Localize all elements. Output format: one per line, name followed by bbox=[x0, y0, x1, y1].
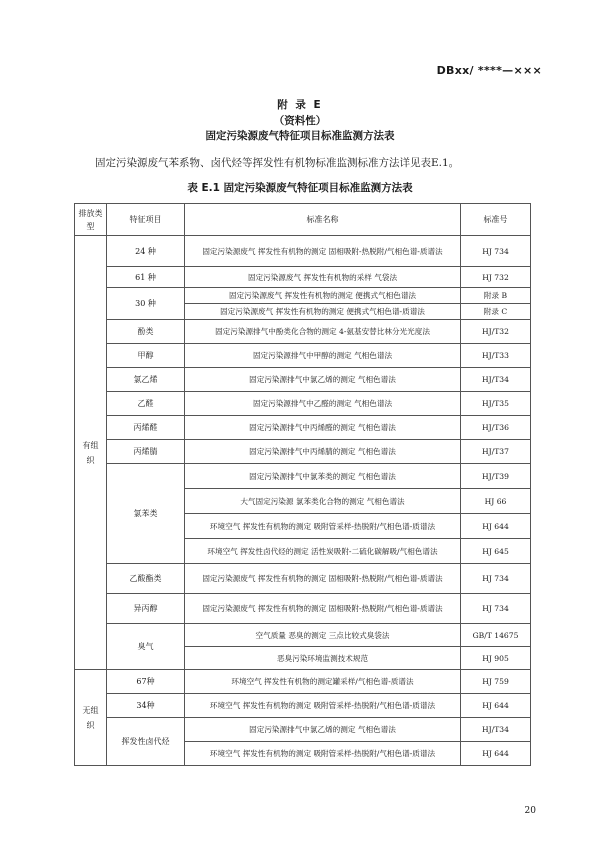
item-cell: 乙醛 bbox=[107, 392, 185, 416]
methods-table bbox=[74, 203, 531, 766]
table-row bbox=[75, 320, 531, 344]
table-caption: 表 E.1 固定污染源废气特征项目标准监测方法表 bbox=[187, 182, 413, 194]
appendix-title: 附 录 E bbox=[277, 99, 323, 111]
item-cell: 酚类 bbox=[107, 320, 185, 344]
item-cell: 异丙醇 bbox=[107, 594, 185, 624]
standard-code-cell: HJ/T36 bbox=[461, 416, 531, 440]
header-code: 标准号 bbox=[461, 204, 531, 236]
table-row bbox=[75, 344, 531, 368]
table-row bbox=[75, 694, 531, 718]
standard-code-cell: HJ/T34 bbox=[461, 718, 531, 742]
standard-name-cell: 恶臭污染环境监测技术规范 bbox=[185, 647, 461, 670]
table-row bbox=[75, 236, 531, 267]
appendix-nature: （资料性） bbox=[273, 115, 327, 127]
table-row bbox=[75, 670, 531, 694]
item-cell: 挥发性卤代烃 bbox=[107, 718, 185, 766]
item-cell: 61 种 bbox=[107, 267, 185, 288]
standard-code-cell: HJ 66 bbox=[461, 489, 531, 514]
intro-paragraph: 固定污染源废气苯系物、卤代烃等挥发性有机物标准监测标准方法详见表E.1。 bbox=[95, 157, 460, 169]
header-item: 特征项目 bbox=[107, 204, 185, 236]
standard-name-cell: 固定污染源废气 挥发性有机物的测定 固相吸附-热脱附/气相色谱-质谱法 bbox=[185, 564, 461, 594]
page-number: 20 bbox=[524, 806, 536, 816]
standard-code-cell: HJ 732 bbox=[461, 267, 531, 288]
standard-name-cell: 固定污染源废气 挥发性有机物的测定 固相吸附-热脱附/气相色谱-质谱法 bbox=[185, 594, 461, 624]
standard-name-cell: 固定污染源废气 挥发性有机物的采样 气袋法 bbox=[185, 267, 461, 288]
appendix-subtitle: 固定污染源废气特征项目标准监测方法表 bbox=[205, 130, 395, 142]
item-cell: 24 种 bbox=[107, 236, 185, 267]
standard-code-cell: HJ/T32 bbox=[461, 320, 531, 344]
table-row bbox=[75, 440, 531, 464]
standard-code-cell: HJ 759 bbox=[461, 670, 531, 694]
table-row bbox=[75, 392, 531, 416]
standard-code-cell: HJ 734 bbox=[461, 236, 531, 267]
standard-code-cell: HJ/T34 bbox=[461, 368, 531, 392]
standard-code-cell: HJ 644 bbox=[461, 742, 531, 766]
standard-name-cell: 固定污染源排气中丙烯醛的测定 气相色谱法 bbox=[185, 416, 461, 440]
table-row bbox=[75, 416, 531, 440]
standard-name-cell: 环境空气 挥发性有机物的测定 吸附管采样-热脱附/气相色谱-质谱法 bbox=[185, 514, 461, 539]
item-cell: 乙酸酯类 bbox=[107, 564, 185, 594]
standard-code-cell: HJ 644 bbox=[461, 514, 531, 539]
table-row bbox=[75, 624, 531, 647]
table-header-row bbox=[75, 204, 531, 236]
standard-code-cell: HJ 734 bbox=[461, 564, 531, 594]
standard-code-cell: HJ 644 bbox=[461, 694, 531, 718]
table-row bbox=[75, 594, 531, 624]
standard-code-cell: HJ/T37 bbox=[461, 440, 531, 464]
standard-name-cell: 固定污染源排气中氯苯类的测定 气相色谱法 bbox=[185, 464, 461, 489]
item-cell: 30 种 bbox=[107, 288, 185, 320]
standard-name-cell: 环境空气 挥发性有机物的测定罐采样/气相色谱-质谱法 bbox=[185, 670, 461, 694]
standard-name-cell: 空气质量 恶臭的测定 三点比较式臭袋法 bbox=[185, 624, 461, 647]
table-row bbox=[75, 368, 531, 392]
standard-name-cell: 环境空气 挥发性有机物的测定 吸附管采样-热脱附/气相色谱-质谱法 bbox=[185, 742, 461, 766]
category-organized: 有组织 bbox=[75, 236, 107, 670]
standard-name-cell: 固定污染源排气中乙醛的测定 气相色谱法 bbox=[185, 392, 461, 416]
table-row bbox=[75, 267, 531, 288]
standard-name-cell: 大气固定污染源 氯苯类化合物的测定 气相色谱法 bbox=[185, 489, 461, 514]
standard-code-cell: HJ 734 bbox=[461, 594, 531, 624]
standard-name-cell: 固定污染源排气中甲醇的测定 气相色谱法 bbox=[185, 344, 461, 368]
standard-name-cell: 固定污染源废气 挥发性有机物的测定 便携式气相色谱法 bbox=[185, 288, 461, 304]
item-cell: 丙烯腈 bbox=[107, 440, 185, 464]
table-row bbox=[75, 464, 531, 489]
item-cell: 34种 bbox=[107, 694, 185, 718]
header-category: 排放类型 bbox=[75, 204, 107, 236]
standard-code-cell: HJ/T33 bbox=[461, 344, 531, 368]
standard-name-cell: 固定污染源排气中氯乙烯的测定 气相色谱法 bbox=[185, 368, 461, 392]
standard-code-cell: 附录 C bbox=[461, 304, 531, 320]
standard-name-cell: 环境空气 挥发性有机物的测定 吸附管采样-热脱附/气相色谱-质谱法 bbox=[185, 694, 461, 718]
standard-code-cell: HJ 905 bbox=[461, 647, 531, 670]
standard-name-cell: 固定污染源废气 挥发性有机物的测定 便携式气相色谱-质谱法 bbox=[185, 304, 461, 320]
item-cell: 臭气 bbox=[107, 624, 185, 670]
standard-name-cell: 固定污染源排气中氯乙烯的测定 气相色谱法 bbox=[185, 718, 461, 742]
item-cell: 67种 bbox=[107, 670, 185, 694]
table-row bbox=[75, 564, 531, 594]
standard-code-cell: 附录 B bbox=[461, 288, 531, 304]
standard-name-cell: 固定污染源排气中丙烯腈的测定 气相色谱法 bbox=[185, 440, 461, 464]
item-cell: 氯乙烯 bbox=[107, 368, 185, 392]
document-code: DBxx/ ****—××× bbox=[436, 64, 542, 77]
standard-code-cell: GB/T 14675 bbox=[461, 624, 531, 647]
item-cell: 甲醇 bbox=[107, 344, 185, 368]
category-unorganized: 无组织 bbox=[75, 670, 107, 766]
standard-code-cell: HJ/T39 bbox=[461, 464, 531, 489]
item-cell: 丙烯醛 bbox=[107, 416, 185, 440]
item-cell: 氯苯类 bbox=[107, 464, 185, 564]
standard-name-cell: 环境空气 挥发性卤代烃的测定 活性炭吸附-二硫化碳解吸/气相色谱法 bbox=[185, 539, 461, 564]
standard-name-cell: 固定污染源排气中酚类化合物的测定 4-氨基安替比林分光光度法 bbox=[185, 320, 461, 344]
table-row bbox=[75, 718, 531, 742]
standard-code-cell: HJ 645 bbox=[461, 539, 531, 564]
header-name: 标准名称 bbox=[185, 204, 461, 236]
table-row bbox=[75, 288, 531, 304]
standard-name-cell: 固定污染源废气 挥发性有机物的测定 固相吸附-热脱附/气相色谱-质谱法 bbox=[185, 236, 461, 267]
standard-code-cell: HJ/T35 bbox=[461, 392, 531, 416]
